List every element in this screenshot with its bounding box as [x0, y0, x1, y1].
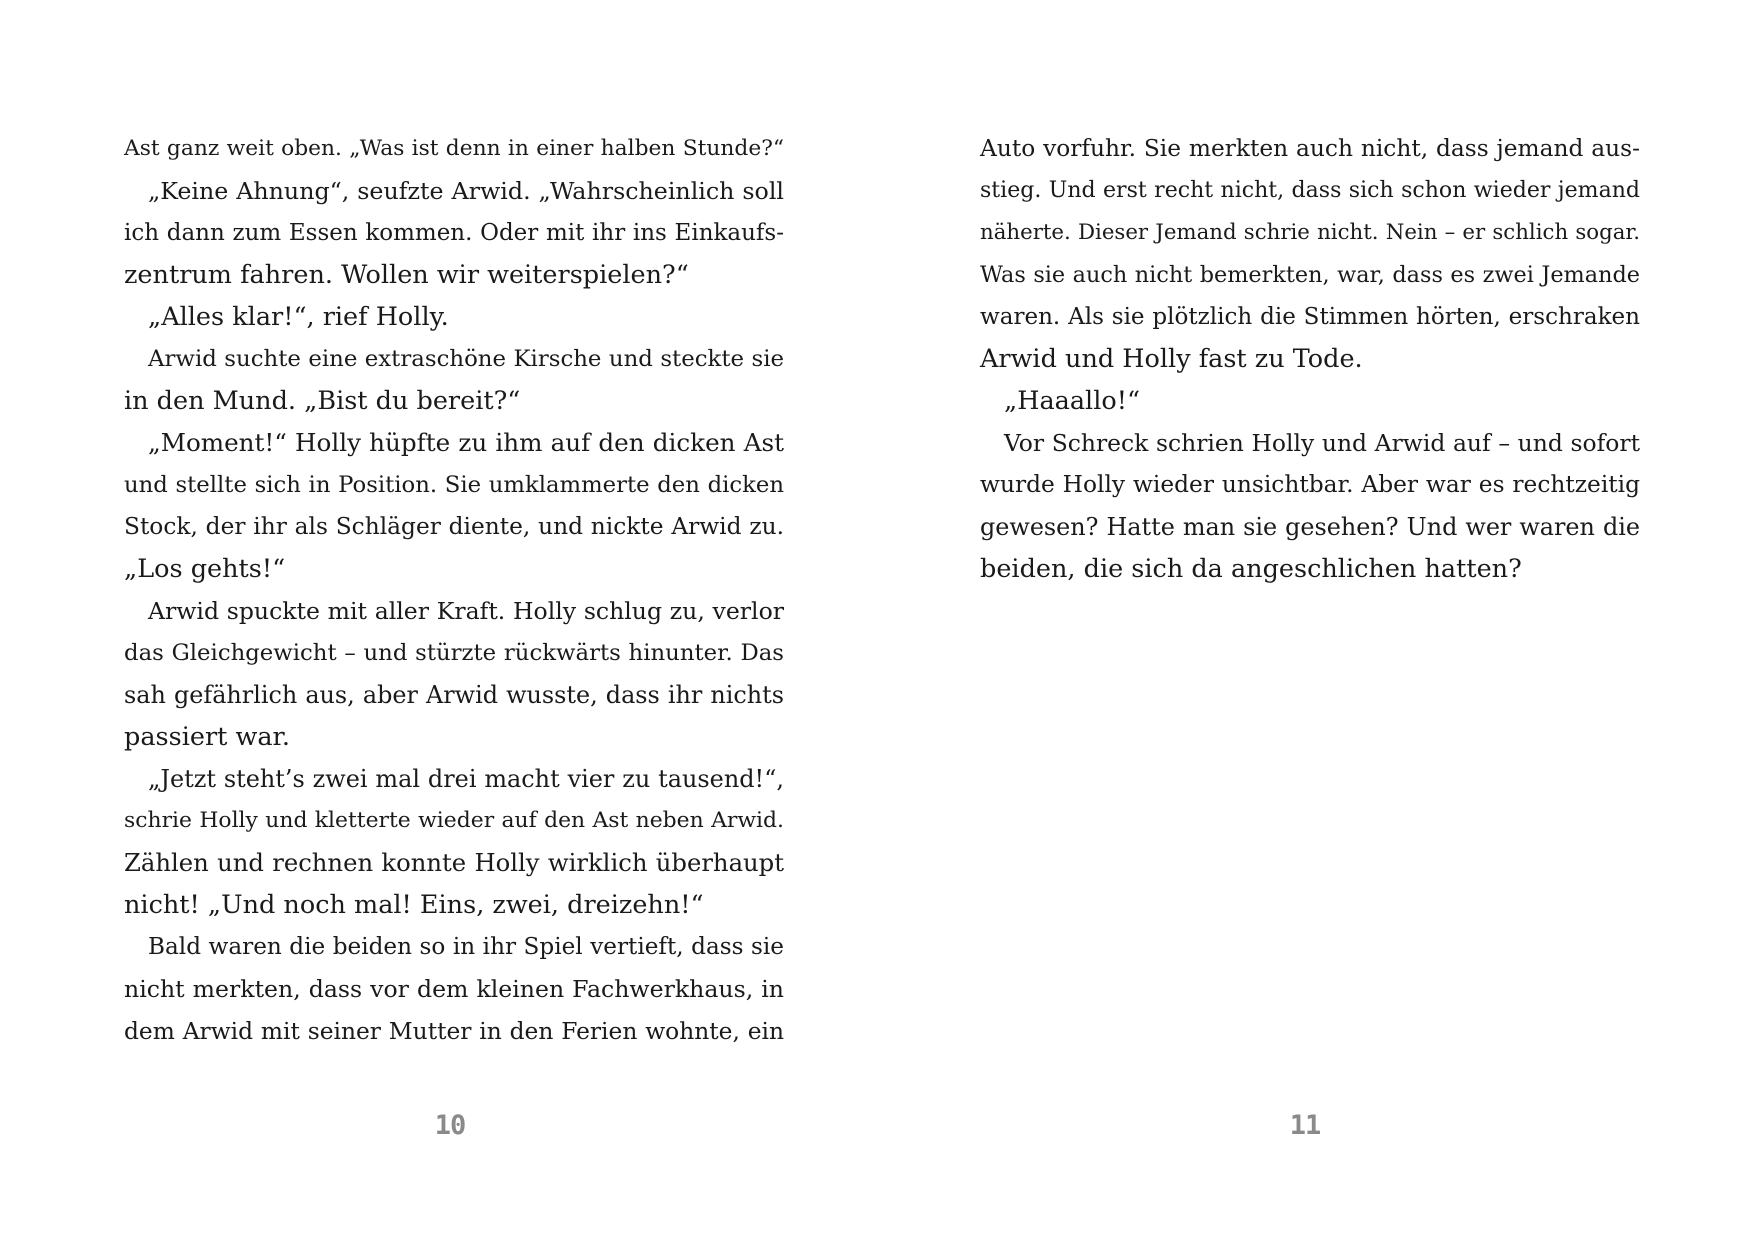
- text-line: Auto vorfuhr. Sie merkten auch nicht, dass jemand aus-: [980, 135, 1640, 162]
- right-page-text: [980, 128, 1640, 590]
- text-line: wurde Holly wieder unsichtbar. Aber war es rechtzeitig: [980, 471, 1640, 498]
- text-line: „Keine Ahnung“, seufzte Arwid. „Wahrscheinlich soll: [148, 177, 784, 205]
- text-line: passiert war.: [124, 722, 291, 752]
- text-line: „Jetzt steht’s zwei mal drei macht vier zu tausend!“,: [148, 765, 784, 793]
- text-line: nicht merkten, dass vor dem kleinen Fachwerkhaus, in: [124, 975, 784, 1003]
- text-line: schrie Holly und kletterte wieder auf den Ast neben Arwid.: [124, 808, 784, 833]
- right-page: [874, 0, 1748, 1240]
- text-line: „Los gehts!“: [124, 554, 286, 584]
- text-line: Was sie auch nicht bemerkten, war, dass es zwei Jemande: [980, 262, 1640, 288]
- text-line: „Alles klar!“, rief Holly.: [148, 302, 449, 332]
- text-line: in den Mund. „Bist du bereit?“: [124, 386, 521, 416]
- text-line: zentrum fahren. Wollen wir weiterspielen?“: [124, 260, 689, 290]
- text-line: beiden, die sich da angeschlichen hatten?: [980, 554, 1522, 584]
- text-line: Arwid spuckte mit aller Kraft. Holly schlug zu, verlor: [148, 597, 784, 625]
- text-line: „Moment!“ Holly hüpfte zu ihm auf den dicken Ast: [148, 428, 784, 457]
- text-line: Bald waren die beiden so in ihr Spiel vertieft, dass sie: [148, 934, 784, 960]
- text-line: gewesen? Hatte man sie gesehen? Und wer waren die: [980, 513, 1640, 541]
- text-line: waren. Als sie plötzlich die Stimmen hörten, erschraken: [980, 304, 1640, 330]
- left-page-text: [124, 128, 784, 1052]
- text-line: das Gleichgewicht – und stürzte rückwärts hinunter. Das: [124, 640, 784, 666]
- text-line: und stellte sich in Position. Sie umklammerte den dicken: [124, 472, 784, 498]
- text-line: Arwid suchte eine extraschöne Kirsche und steckte sie: [148, 346, 784, 372]
- text-line: Ast ganz weit oben. „Was ist denn in einer halben Stunde?“: [124, 136, 784, 161]
- text-line: „Haaallo!“: [1004, 386, 1141, 416]
- page-number-left: 10: [434, 1110, 466, 1141]
- text-line: nicht! „Und noch mal! Eins, zwei, dreizehn!“: [124, 890, 704, 920]
- text-line: Vor Schreck schrien Holly und Arwid auf – und sofort: [1004, 429, 1640, 457]
- text-line: näherte. Dieser Jemand schrie nicht. Nein – er schlich sogar.: [980, 220, 1640, 245]
- text-line: stieg. Und erst recht nicht, dass sich schon wieder jemand: [980, 178, 1640, 203]
- text-line: dem Arwid mit seiner Mutter in den Ferien wohnte, ein: [124, 1017, 784, 1045]
- page-number-right: 11: [1289, 1110, 1321, 1141]
- text-line: Arwid und Holly fast zu Tode.: [980, 344, 1363, 374]
- text-line: Zählen und rechnen konnte Holly wirklich überhaupt: [124, 848, 784, 877]
- text-line: ich dann zum Essen kommen. Oder mit ihr ins Einkaufs-: [124, 220, 784, 246]
- text-line: Stock, der ihr als Schläger diente, und nickte Arwid zu.: [124, 513, 784, 540]
- text-line: sah gefährlich aus, aber Arwid wusste, dass ihr nichts: [124, 681, 784, 709]
